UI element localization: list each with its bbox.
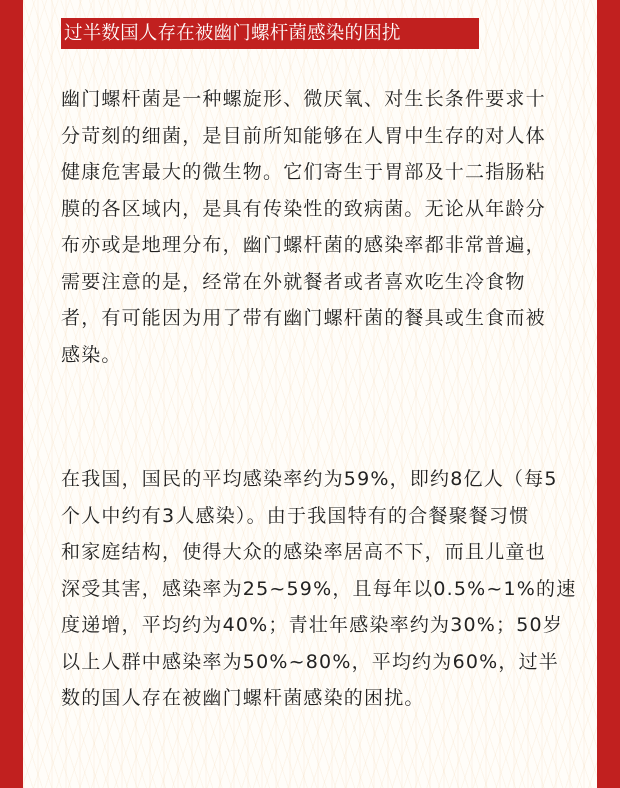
text-line: 者，有可能因为用了带有幽门螺杆菌的餐具或生食而被 [61,307,546,329]
paragraph-intro [61,81,581,373]
text-line: 数的国人存在被幽门螺杆菌感染的困扰。 [61,687,425,709]
text-line: 健康危害最大的微生物。它们寄生于胃部及十二指肠粘 [61,161,546,183]
article-page [23,0,597,788]
text-line: 幽门螺杆菌是一种螺旋形、微厌氧、对生长条件要求十 [61,88,546,110]
text-line: 膜的各区域内，是具有传染性的致病菌。无论从年龄分 [61,197,546,220]
text-line: 深受其害，感染率为25~59%，且每年以0.5%~1%的速 [61,577,577,600]
text-line: 个人中约有3人感染）。由于我国特有的合餐聚餐习惯 [61,504,530,527]
text-line: 在我国，国民的平均感染率约为59%，即约8亿人（每5 [61,468,558,490]
text-line: 布亦或是地理分布，幽门螺杆菌的感染率都非常普遍， [61,234,546,256]
paragraph-statistics [61,461,581,717]
text-line: 分苛刻的细菌，是目前所知能够在人胃中生存的对人体 [61,124,546,147]
left-red-border [0,0,23,788]
right-red-border [597,0,620,788]
text-line: 需要注意的是，经常在外就餐者或者喜欢吃生冷食物 [61,270,526,293]
section-heading: 过半数国人存在被幽门螺杆菌感染的困扰 [61,18,479,49]
text-line: 感染。 [61,343,122,366]
text-line: 度递增，平均约为40%；青壮年感染率约为30%；50岁 [61,614,564,636]
text-line: 和家庭结构，使得大众的感染率居高不下，而且儿童也 [61,541,546,563]
text-line: 以上人群中感染率为50%~80%，平均约为60%，过半 [61,650,560,673]
